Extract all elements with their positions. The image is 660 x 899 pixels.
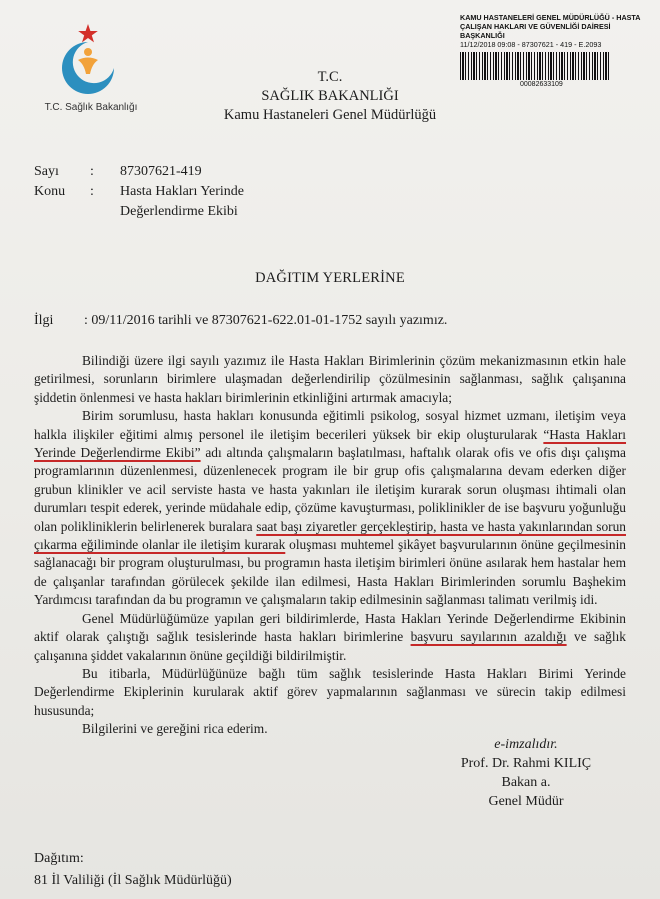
stamp-line: ÇALIŞAN HAKLARI VE GÜVENLİĞİ DAİRESİ <box>460 22 611 31</box>
paragraph: Bilgilerini ve gereğini rica ederim. <box>82 721 268 737</box>
logo-text: T.C. Sağlık Bakanlığı <box>44 102 138 113</box>
paragraph: Birim sorumlusu, hasta hakları konusunda eğitimli psikolog, sosyal hizmet uzmanı, iletişim veya halkla ilişkiler eğitimi almış personel ile iletişim becerileri yüksek bir ekip oluşturularak “Hasta Hakları Yerinde Değerlendirme Ekibi” adı altında çalışmaların başlatılması, haftalık olarak ofis ve ofis dışı çalışma programlarının düzenlenmesi, düzenlenecek program ile bir grup ofis çalışmalarına devam ederken diğer grubun klinikler ve acil serviste hasta ve hasta yakınları ile iletişim kurarak sorun oluşması ihtimali olan durumları tespit ederek, yerinde müdahale edip, çözüme kavuşturması, poliklinikler de ise başvuru yoğunluğu olan polikliniklerin belirlenerek buralara saat başı ziyaretler gerçekleştirip, hasta ve hasta yakınlarından sorun çıkarma eğiliminde olanlar ile iletişim kurarak oluşması muhtemel şikâyet başvurularının önüne geçilmesinin sağlanacağı bir program oluşturulması, bu programın hasta iletişim birimleri önüne asılarak hem hastalar hem de çalışanlar tarafından görülecek şekilde ilan edilmesi, Hasta Hakları Birimlerinden sorumlu Başhekim Yardımcısı tarafından da bu programın ve çalışmaların takip edilmesinin sağlanması talimatı verilmiş idi. <box>34 408 627 608</box>
colon: : <box>90 164 94 179</box>
paragraph: Bilindiği üzere ilgi sayılı yazımız ile Hasta Hakları Birimlerinin çözüm mekanizmasının etkin hale getirilmesi, sorunların birimlere ulaşmadan değerlendirilip çözülmesinin sağlanması, sağlık çalışanına şiddetin önlenmesi ve hasta hakları birimlerinin etkinliğini artırmak amacıyla; <box>34 353 626 405</box>
ilgi-value: : 09/11/2016 tarihli ve 87307621-622.01-01-1752 sayılı yazımız. <box>84 313 448 328</box>
header-line: T.C. <box>317 69 343 85</box>
paragraph: Bu itibarla, Müdürlüğünüze bağlı tüm sağlık tesislerinde Hasta Hakları Birimi Yerinde Değerlendirme Ekiplerinin kurularak aktif görev yapmalarının sağlanması ve sürecin takip edilmesi hususunda; <box>34 665 626 718</box>
distribution-label: Dağıtım: <box>34 851 84 866</box>
letterhead <box>0 68 660 125</box>
sayi-value: 87307621-419 <box>120 164 202 179</box>
distribution-list <box>34 848 232 892</box>
e-signature-note: e-imzalıdır. <box>494 737 558 752</box>
colon: : <box>90 184 94 199</box>
distribution-heading: DAĞITIM YERLERİNE <box>255 270 405 286</box>
ilgi-label: İlgi <box>34 313 54 328</box>
signature-block <box>436 735 616 811</box>
stamp-line: BAŞKANLIĞI <box>460 31 505 40</box>
stamp-line: 11/12/2018 09:08 - 87307621 - 419 - E.2093 <box>460 40 602 49</box>
barcode-number: 00082633109 <box>520 81 563 88</box>
stamp-line: KAMU HASTANELERİ GENEL MÜDÜRLÜĞÜ - HASTA <box>460 13 641 22</box>
signatory-role: Genel Müdür <box>488 794 564 809</box>
underlined-text: “Hasta Hakları Yerinde Değerlendirme Ekibi” <box>34 426 627 461</box>
konu-value: Değerlendirme Ekibi <box>120 204 238 219</box>
konu-label: Konu <box>34 184 66 199</box>
signatory-name: Prof. Dr. Rahmi KILIÇ <box>460 756 592 771</box>
underlined-text: başvuru sayılarının azaldığı <box>410 629 567 645</box>
letter-body <box>34 352 626 739</box>
paragraph: Genel Müdürlüğümüze yapılan geri bildirimlerde, Hasta Hakları Yerinde Değerlendirme Ekibinin aktif olarak çalıştığı sağlık tesislerinde hasta hakları birimlerine başvuru sayılarının azaldığı ve sağlık çalışanına şiddet vakalarının önüne geçildiği bildirilmiştir. <box>34 610 627 663</box>
header-line: Kamu Hastaneleri Genel Müdürlüğü <box>223 107 437 123</box>
konu-value: Hasta Hakları Yerinde <box>120 184 245 199</box>
reference-line <box>34 313 447 329</box>
signatory-role: Bakan a. <box>501 775 551 790</box>
document-meta <box>34 162 244 222</box>
distribution-value: 81 İl Valiliği (İl Sağlık Müdürlüğü) <box>34 873 232 888</box>
sayi-label: Sayı <box>34 164 59 179</box>
underlined-text: saat başı ziyaretler gerçekleştirip, hasta ve hasta yakınlarından sorun çıkarma eğiliminde olanlar ile iletişim kurarak <box>34 518 626 553</box>
header-line: SAĞLIK BAKANLIĞI <box>261 88 399 104</box>
